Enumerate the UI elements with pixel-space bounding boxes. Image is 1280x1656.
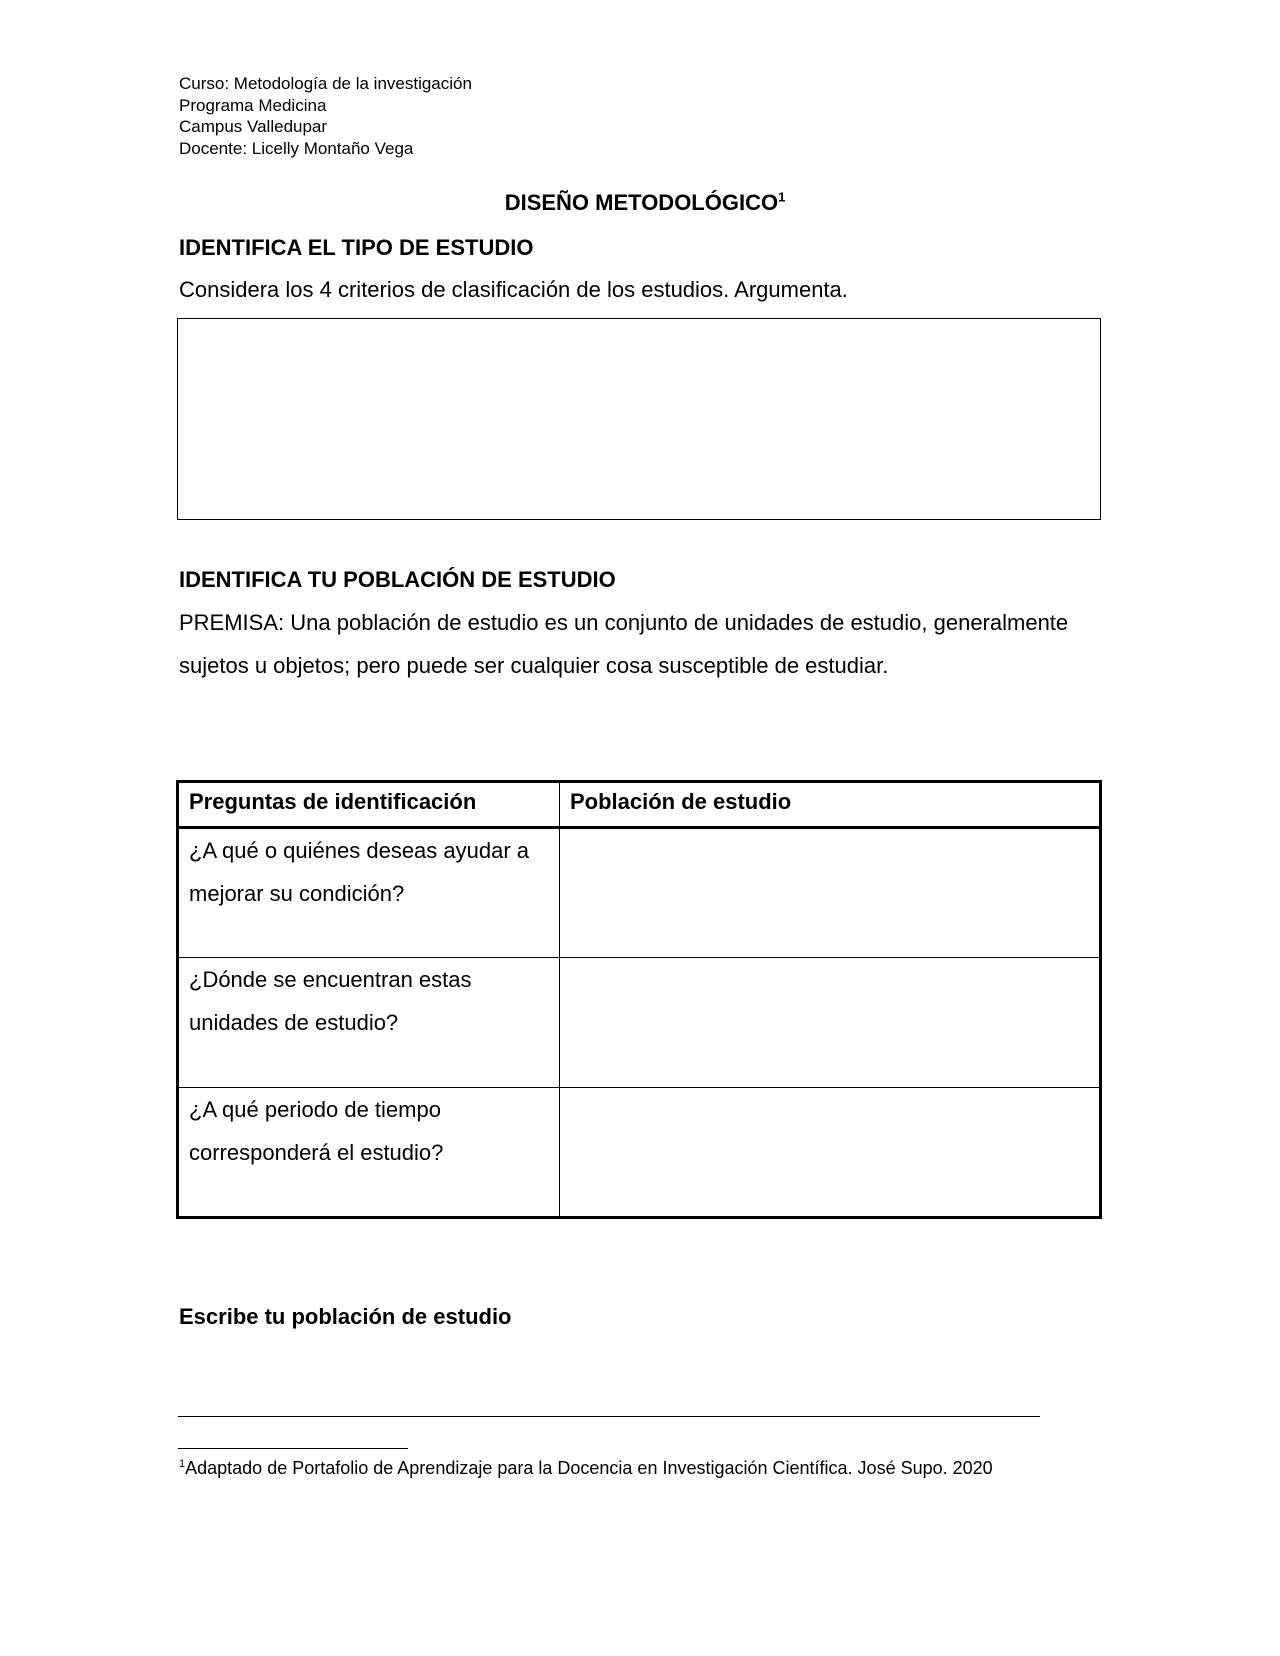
table-header-population: Población de estudio [559, 782, 1100, 828]
population-premise: PREMISA: Una población de estudio es un conjunto de unidades de estudio, generalmente sujetos u objetos; pero puede ser cualquier cosa susceptible de estudiar. [179, 610, 1069, 678]
question-cell: ¿A qué o quiénes deseas ayudar a mejorar su condición? [178, 828, 560, 958]
table-row [178, 828, 1101, 958]
answer-cell[interactable] [559, 1088, 1100, 1218]
table-row [178, 958, 1101, 1088]
study-type-heading: IDENTIFICA EL TIPO DE ESTUDIO [179, 235, 534, 260]
table-row [178, 1088, 1101, 1218]
question-cell: ¿A qué periodo de tiempo corresponderá el estudio? [178, 1088, 560, 1218]
campus-line: Campus Valledupar [179, 117, 328, 136]
question-cell: ¿Dónde se encuentran estas unidades de estudio? [178, 958, 560, 1088]
title-footnote-ref[interactable]: 1 [778, 189, 786, 205]
document-header [179, 73, 472, 159]
answer-cell[interactable] [559, 828, 1100, 958]
table-header-row [178, 782, 1101, 828]
identification-table [176, 780, 1102, 1219]
answer-cell[interactable] [559, 958, 1100, 1088]
study-type-instruction: Considera los 4 criterios de clasificación de los estudios. Argumenta. [179, 277, 848, 302]
footnote-text: Adaptado de Portafolio de Aprendizaje para la Docencia en Investigación Científica. José Supo. 2020 [185, 1458, 993, 1478]
population-answer-line[interactable] [178, 1416, 1040, 1417]
population-heading: IDENTIFICA TU POBLACIÓN DE ESTUDIO [179, 567, 616, 592]
teacher-line: Docente: Licelly Montaño Vega [179, 138, 414, 158]
footnote-number: 1 [179, 1458, 186, 1470]
program-line: Programa Medicina [179, 95, 327, 115]
page-title [0, 190, 1280, 216]
footnote-separator [178, 1448, 408, 1449]
write-population-heading: Escribe tu población de estudio [179, 1304, 512, 1329]
table-header-questions: Preguntas de identificación [178, 782, 560, 828]
course-line: Curso: Metodología de la investigación [179, 74, 472, 93]
study-type-answer-box[interactable] [177, 318, 1101, 520]
footnote [179, 1456, 1089, 1481]
page-title-text: DISEÑO METODOLÓGICO [504, 190, 779, 215]
